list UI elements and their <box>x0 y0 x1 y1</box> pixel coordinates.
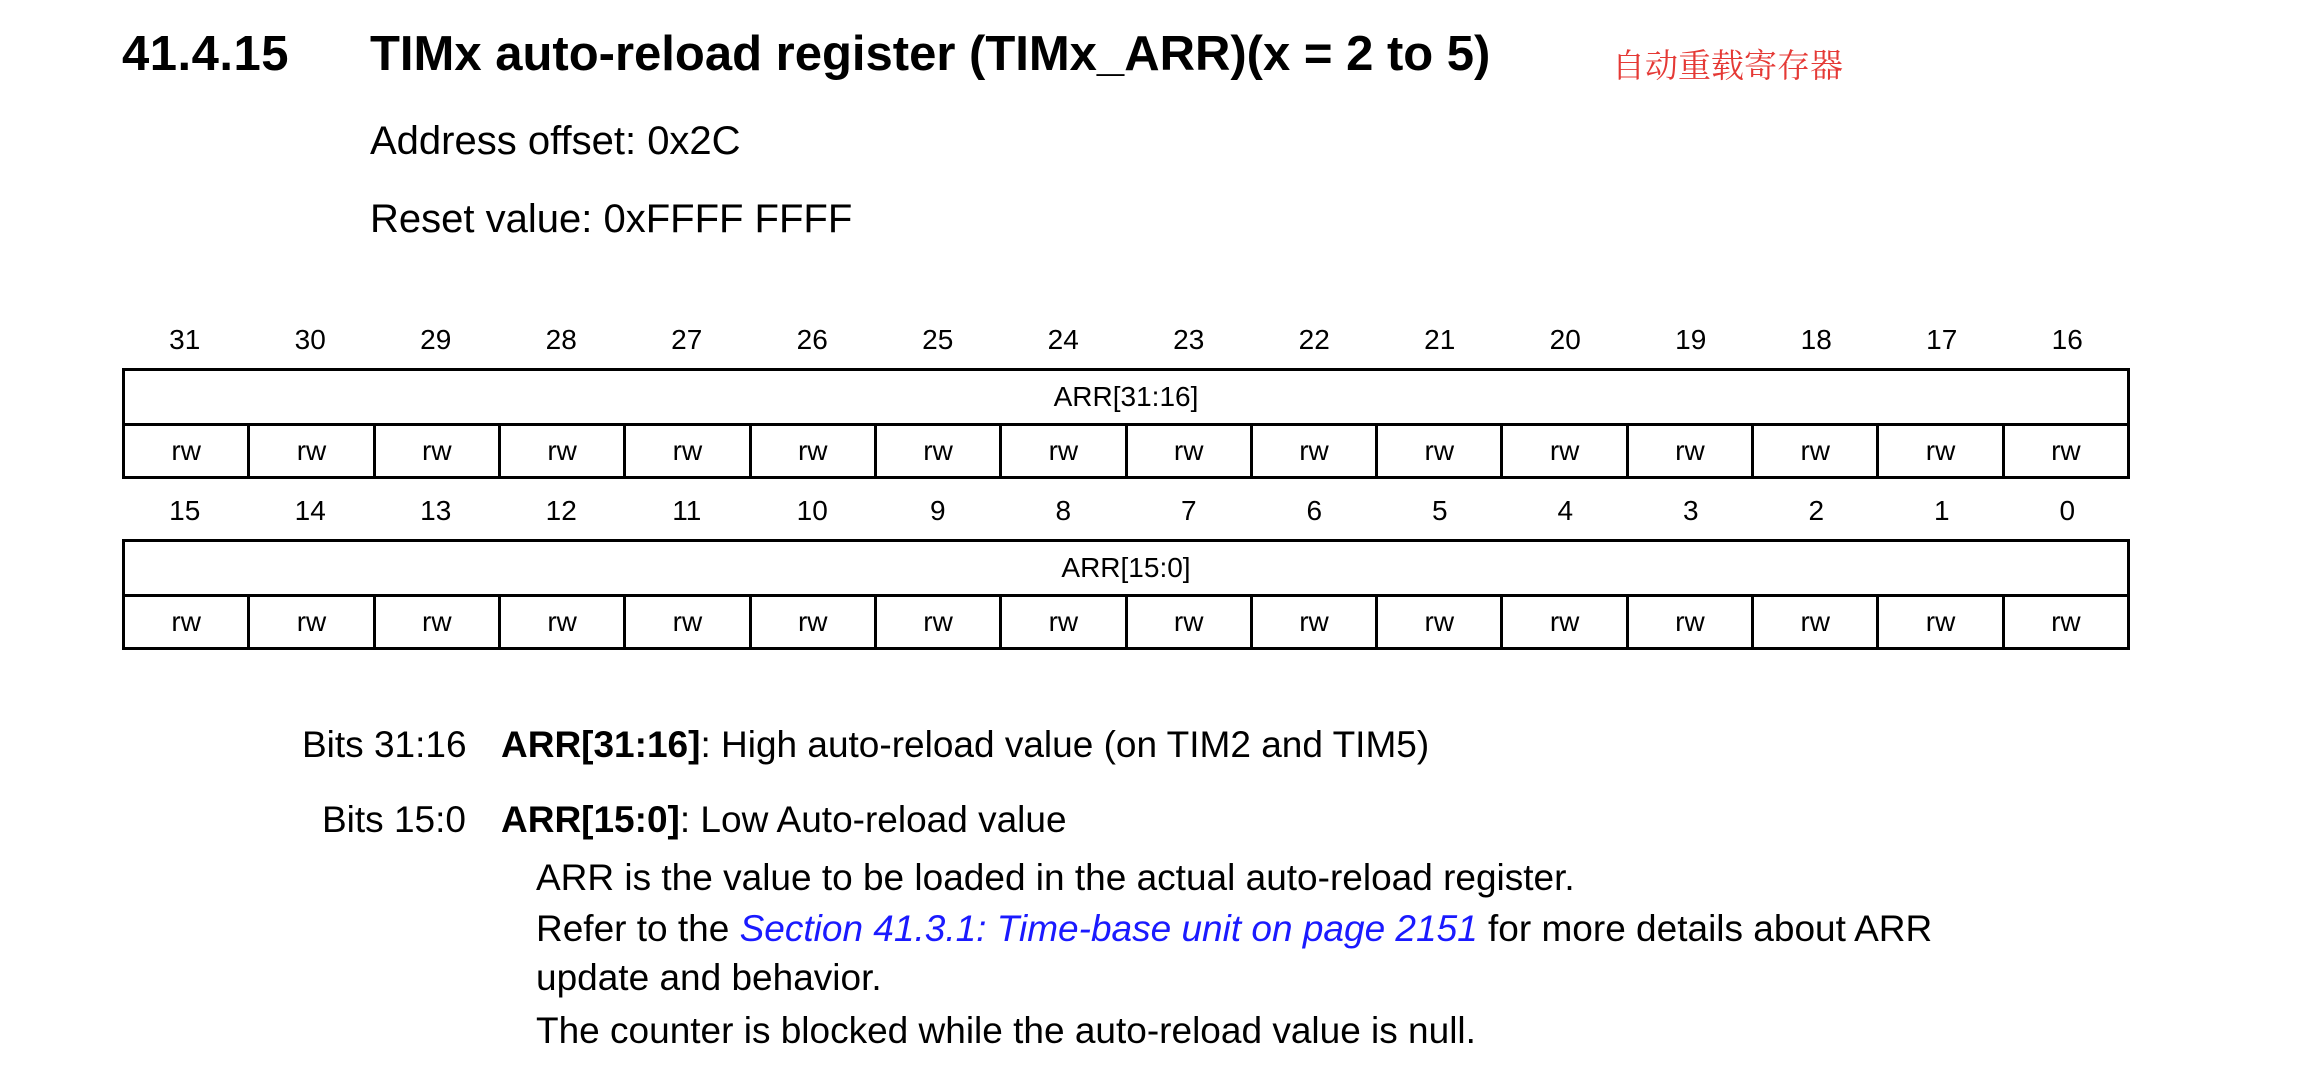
register-table-lower <box>122 539 2130 650</box>
upper-access-cell: rw <box>1251 425 1376 478</box>
lower-access-cell: rw <box>1753 596 1878 649</box>
upper-bit-number: 29 <box>420 324 452 355</box>
lower-access-cell: rw <box>374 596 499 649</box>
bits-label-high: Bits 31:16 <box>302 724 467 765</box>
upper-access-cell: rw <box>1502 425 1627 478</box>
lower-bit-number: 14 <box>294 495 326 526</box>
lower-bit-numbers <box>122 491 2130 531</box>
field-summary-low: : Low Auto-reload value <box>679 799 1067 840</box>
lower-bit-number: 3 <box>1682 495 1699 526</box>
field-desc-low <box>501 799 1067 841</box>
upper-bit-number: 16 <box>2051 324 2083 355</box>
lower-access-cell: rw <box>1878 596 2003 649</box>
desc-line-3: update and behavior. <box>536 957 882 998</box>
upper-bit-number: 18 <box>1800 324 1832 355</box>
upper-access-cell: rw <box>249 425 374 478</box>
upper-bit-number: 28 <box>545 324 577 355</box>
lower-access-cell: rw <box>875 596 1000 649</box>
upper-bit-numbers <box>122 320 2130 360</box>
lower-bit-number: 6 <box>1306 495 1323 526</box>
upper-access-cell: rw <box>124 425 249 478</box>
lower-bit-number: 5 <box>1431 495 1448 526</box>
upper-bit-number: 19 <box>1675 324 1707 355</box>
lower-bit-number: 15 <box>169 495 201 526</box>
upper-access-cell: rw <box>1878 425 2003 478</box>
lower-bit-number: 0 <box>2059 495 2076 526</box>
desc-line-2-suffix: for more details about ARR <box>1477 908 1933 949</box>
lower-access-cell: rw <box>1001 596 1126 649</box>
lower-access-cell: rw <box>1627 596 1752 649</box>
section-reference-link[interactable]: Section 41.3.1: Time-base unit on page 2151 <box>739 908 1478 949</box>
desc-line-2-prefix: Refer to the <box>536 908 740 949</box>
upper-bit-number: 21 <box>1424 324 1456 355</box>
reset-value: Reset value: 0xFFFF FFFF <box>370 197 853 241</box>
upper-bit-number: 31 <box>169 324 201 355</box>
lower-bit-number: 8 <box>1055 495 1072 526</box>
field-arr-high: ARR[31:16] <box>124 370 2129 425</box>
lower-bit-number: 4 <box>1557 495 1574 526</box>
desc-line-4: The counter is blocked while the auto-reload value is null. <box>536 1010 1476 1051</box>
upper-bit-number: 23 <box>1173 324 1205 355</box>
lower-bit-number: 11 <box>672 495 702 526</box>
upper-bit-number: 27 <box>671 324 703 355</box>
upper-bit-number: 20 <box>1549 324 1581 355</box>
upper-access-cell: rw <box>374 425 499 478</box>
lower-access-cell: rw <box>499 596 624 649</box>
lower-bit-number: 1 <box>1933 495 1950 526</box>
lower-access-cell: rw <box>1126 596 1251 649</box>
upper-access-cell: rw <box>2003 425 2128 478</box>
bits-label-low: Bits 15:0 <box>322 799 466 840</box>
field-summary-high: : High auto-reload value (on TIM2 and TIM5) <box>700 724 1430 765</box>
lower-bit-number: 2 <box>1808 495 1825 526</box>
upper-bit-number: 26 <box>796 324 828 355</box>
section-title: TIMx auto-reload register (TIMx_ARR)(x = 2 to 5) <box>370 27 1491 81</box>
handwritten-annotation: 自动重载寄存器 <box>1612 46 1843 85</box>
lower-access-cell: rw <box>1502 596 1627 649</box>
upper-bit-number: 22 <box>1298 324 1330 355</box>
lower-bit-number: 12 <box>545 495 577 526</box>
section-number: 41.4.15 <box>122 27 289 81</box>
lower-access-cell: rw <box>2003 596 2128 649</box>
lower-bit-number: 7 <box>1180 495 1197 526</box>
upper-access-cell: rw <box>499 425 624 478</box>
lower-access-cell: rw <box>1377 596 1502 649</box>
upper-bit-number: 24 <box>1047 324 1079 355</box>
lower-access-cell: rw <box>625 596 750 649</box>
lower-bit-number: 13 <box>420 495 452 526</box>
field-name-low: ARR[15:0] <box>501 799 680 840</box>
upper-access-cell: rw <box>875 425 1000 478</box>
upper-access-cell: rw <box>1001 425 1126 478</box>
upper-access-cell: rw <box>625 425 750 478</box>
address-offset: Address offset: 0x2C <box>370 119 741 163</box>
desc-line-1: ARR is the value to be loaded in the actual auto-reload register. <box>536 857 1575 898</box>
lower-access-cell: rw <box>249 596 374 649</box>
desc-line-2 <box>536 908 1932 950</box>
upper-access-cell: rw <box>1126 425 1251 478</box>
lower-access-cell: rw <box>1251 596 1376 649</box>
register-table-upper <box>122 368 2130 479</box>
lower-access-cell: rw <box>750 596 875 649</box>
upper-bit-number: 17 <box>1926 324 1958 355</box>
field-name-high: ARR[31:16] <box>501 724 701 765</box>
upper-access-cell: rw <box>1753 425 1878 478</box>
lower-access-cell: rw <box>124 596 249 649</box>
field-arr-low: ARR[15:0] <box>124 541 2129 596</box>
upper-access-cell: rw <box>1627 425 1752 478</box>
lower-bit-number: 10 <box>796 495 828 526</box>
upper-bit-number: 25 <box>922 324 954 355</box>
lower-bit-number: 9 <box>929 495 946 526</box>
field-desc-high <box>501 724 1429 766</box>
upper-access-cell: rw <box>1377 425 1502 478</box>
upper-bit-number: 30 <box>294 324 326 355</box>
upper-access-cell: rw <box>750 425 875 478</box>
